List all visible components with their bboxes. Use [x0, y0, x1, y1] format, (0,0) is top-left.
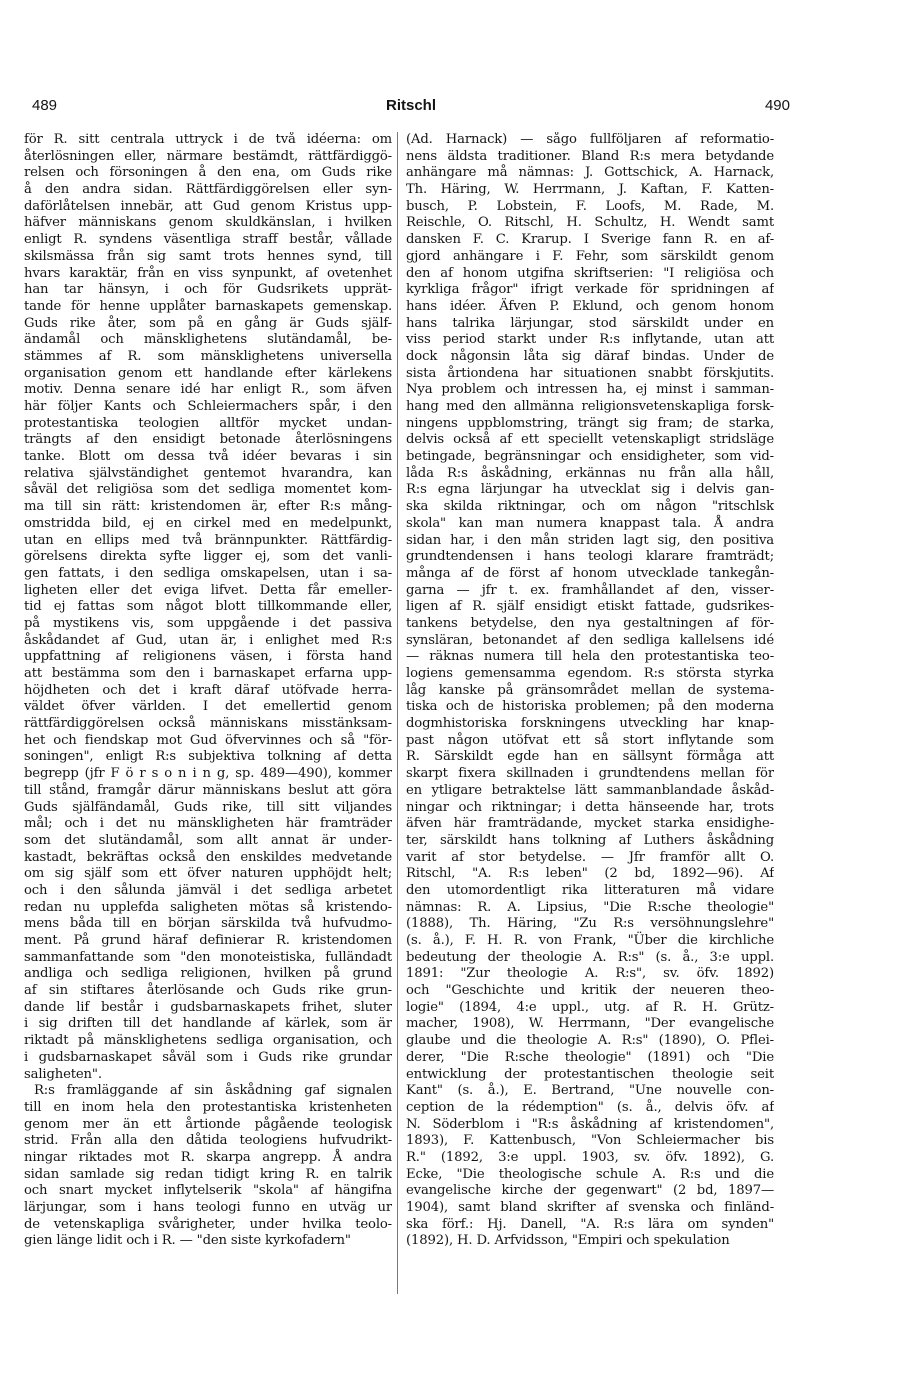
text-line: past någon utöfvat ett så stort inflytande som: [406, 732, 774, 748]
text-line: logiens gemensamma egendom. R:s största styrka: [406, 666, 774, 681]
text-line: (1888), Th. Häring, "Zu R:s versöhnungslehre": [406, 916, 774, 932]
text-line: kastadt, bekräftas också den enskildes medvetande: [24, 849, 392, 865]
text-line: grundtendensen i hans teologi klarare framträdt;: [406, 549, 774, 565]
text-line: daförlåtelsen innebär, att Gud genom Kristus upp-: [24, 198, 392, 214]
text-line: ningens uppblomstring, trängt sig fram; de starka,: [406, 415, 774, 431]
text-line: omstridda bild, ej en cirkel med en medelpunkt,: [24, 515, 392, 531]
text-line: återlösningen eller, närmare bestämdt, rättfärdiggö-: [24, 148, 392, 164]
text-line: N. Söderblom i "R:s åskådning af kristendomen",: [406, 1116, 774, 1132]
text-line: 1893), F. Kattenbusch, "Von Schleiermacher bis: [406, 1133, 774, 1149]
text-line: och "Geschichte und kritik der neueren theo-: [406, 983, 774, 999]
text-line: ligheten eller det eviga lifvet. Detta får emeller-: [24, 582, 392, 598]
text-line: kyrkliga frågor" ifrigt verkade för spridningen af: [406, 282, 774, 298]
text-line: om sig själf som ett öfver naturen upphöjdt helt;: [24, 866, 392, 882]
text-line: dande lif består i gudsbarnaskapets frihet, sluter: [24, 999, 392, 1015]
page-number-left: 489: [32, 97, 58, 114]
text-line: såväl det religiösa som det sedliga momentet kom-: [24, 482, 392, 498]
text-line: het och fiendskap mot Gud öfvervinnes och så "för-: [24, 732, 392, 748]
left-column: [24, 132, 392, 1297]
text-line: åskådandet af Gud, utan är, i enlighet med R:s: [24, 632, 392, 648]
text-line: anhängare må nämnas: J. Gottschick, A. Harnack,: [406, 165, 774, 181]
text-line: de vetenskapliga svårigheter, under hvilka teolo-: [24, 1216, 392, 1232]
text-line: sidan samlade sig redan tidigt kring R. en talrik: [24, 1166, 392, 1182]
text-line: görelsens direkta syfte ligger ej, som det vanli-: [24, 549, 392, 565]
text-line: den af honom utgifna skriftserien: "I religiösa och: [406, 265, 774, 281]
text-line: derer, "Die R:sche theologie" (1891) och "Die: [406, 1049, 774, 1065]
text-line: Reischle, O. Ritschl, H. Schultz, H. Wendt samt: [406, 215, 774, 231]
text-line: i sig driften till det handlande af kärlek, som är: [24, 1016, 392, 1032]
text-line: synsläran, betonandet af den sedliga kallelsens idé: [406, 632, 774, 648]
text-line: af sin stiftares återlösande och Guds rike grun-: [24, 983, 392, 999]
text-line: lärjungar, som i hans teologi funno en utväg ur: [24, 1200, 392, 1215]
text-line: redan nu upplefda saligheten mötas så kristendo-: [24, 899, 392, 915]
text-line: tande för henne upplåter barnaskapets gemenskap.: [24, 298, 392, 314]
text-line: sidan har, i den mån striden lagt sig, den positiva: [406, 532, 774, 548]
text-line: ligen af R. själf ensidigt etiskt fattade, gudsrikes-: [406, 599, 774, 615]
column-divider: [397, 132, 398, 1294]
text-line: väldet öfver världen. I det emellertid genom: [24, 699, 392, 715]
text-line: organisation genom ett handlande efter kärlekens: [24, 365, 392, 381]
text-line: rättfärdiggörelsen också människans misstänksam-: [24, 716, 392, 732]
text-line: motiv. Denna senare idé har enligt R., som äfven: [24, 382, 392, 398]
text-line: att bestämma som den i barnaskapet erfarna upp-: [24, 666, 392, 681]
text-line: uppfattning af religionens väsen, i första hand: [24, 649, 392, 665]
text-line: ment. På grund häraf definierar R. kristendomen: [24, 933, 392, 948]
text-line: till stånd, framgår därur människans beslut att göra: [24, 782, 392, 798]
text-line: glaube und die theologie A. R:s" (1890), O. Pflei-: [406, 1033, 774, 1049]
text-line: nämnas: R. A. Lipsius, "Die R:sche theologie": [406, 899, 774, 915]
text-line: macher, 1908), W. Herrmann, "Der evangelische: [406, 1016, 774, 1032]
text-line: sammanfattande som "den monoteistiska, fulländadt: [24, 949, 392, 965]
text-line: och snart mycket inflytelserik "skola" af hängifna: [24, 1183, 392, 1199]
text-line: betingade, begränsningar och ensidigheter, som vid-: [406, 449, 774, 465]
text-line: ningar och riktningar; i detta hänseende har, trots: [406, 799, 774, 815]
text-line: dogmhistoriska forskningens utveckling har knap-: [406, 716, 774, 732]
text-line: mens båda till en början särskilda två hufvudmo-: [24, 916, 392, 932]
text-line: relsen och försoningen å den ena, om Guds rike: [24, 165, 392, 181]
text-line: hvars karaktär, från en viss synpunkt, af ovetenhet: [24, 265, 392, 281]
text-line: Kant" (s. å.), E. Bertrand, "Une nouvelle con-: [406, 1083, 774, 1099]
text-line: hans talrika lärjungar, stod särskildt under en: [406, 315, 774, 331]
text-line: genom mer än ett årtionde pågående teologisk: [24, 1116, 392, 1132]
text-line: enligt R. syndens väsentliga straff består, vållade: [24, 232, 392, 248]
text-line: ändamål och mänsklighetens slutändamål, be-: [24, 332, 392, 348]
text-line: en ytligare betraktelse lätt sammanblandade åskåd-: [406, 782, 774, 798]
text-line: gen fattats, i den sedliga omskapelsen, utan i sa-: [24, 565, 392, 581]
text-line: här följer Kants och Schleiermachers spår, i den: [24, 399, 392, 414]
text-line: 1904), samt bland skrifter af svenska och finländ-: [406, 1200, 774, 1215]
text-line: Ecke, "Die theologische schule A. R:s und die: [406, 1166, 774, 1182]
text-line: Guds själfändamål, Guds rike, till sitt viljandes: [24, 799, 392, 815]
text-line: utan en ellips med två brännpunkter. Rättfärdig-: [24, 532, 392, 548]
text-line: tid ej fattas som något blott tillkommande eller,: [24, 599, 392, 615]
text-line: nens äldsta traditioner. Bland R:s mera betydande: [406, 148, 774, 164]
text-line: begrepp (jfr F ö r s o n i n g, sp. 489—490), kommer: [24, 766, 392, 782]
text-line: Th. Häring, W. Herrmann, J. Kaftan, F. Katten-: [406, 182, 774, 198]
text-line: dock någonsin låta sig däraf bindas. Under de: [406, 348, 774, 364]
text-line: Ritschl, "A. R:s leben" (2 bd, 1892—96). Af: [406, 866, 774, 882]
text-line: gjord anhängare i F. Fehr, som särskildt genom: [406, 248, 774, 264]
text-line: gien länge lidit och i R. — "den siste kyrkofadern": [24, 1233, 351, 1249]
text-line: häfver människans genom skuldkänslan, i hvilken: [24, 215, 392, 231]
text-line: Guds rike åter, som på en gång är Guds själf-: [24, 315, 392, 331]
text-line: skola" kan man numera knappast tala. Å andra: [406, 515, 774, 531]
text-line: till en inom hela den protestantiska kristenheten: [24, 1099, 392, 1115]
text-line: för R. sitt centrala uttryck i de två idéerna: om: [24, 132, 392, 147]
text-line: (1892), H. D. Arfvidsson, "Empiri och spekulation: [406, 1233, 730, 1249]
text-line: låda R:s åskådning, erkännas nu från alla håll,: [406, 465, 774, 481]
text-line: protestantiska teologien alltför mycket undan-: [24, 415, 392, 431]
text-line: mål; och i det nu mänskligheten här framträder: [24, 816, 392, 832]
text-line: låg kanske på gränsområdet mellan de systema-: [406, 682, 774, 698]
text-line: på mystikens vis, som uppgående i det passiva: [24, 615, 392, 631]
text-line: garna — jfr t. ex. framhållandet af den, visser-: [406, 582, 774, 598]
text-line: Nya problem och intressen ha, ej minst i samman-: [406, 382, 774, 398]
text-line: skarpt fixera skillnaden i grundtendens mellan för: [406, 766, 774, 782]
text-line: hans idéer. Äfven P. Eklund, och genom honom: [406, 298, 774, 314]
text-line: R." (1892, 3:e uppl. 1903, sv. öfv. 1892), G.: [406, 1149, 774, 1165]
text-line: evangelische kirche der gegenwart" (2 bd, 1897—: [406, 1183, 774, 1199]
text-line: många af de först af honom utvecklade tankegån-: [406, 565, 774, 581]
page-header: [32, 96, 790, 120]
text-line: å den andra sidan. Rättfärdiggörelsen eller syn-: [24, 182, 392, 198]
text-line: ska skilda riktningar, och om någon "ritschlsk: [406, 499, 774, 515]
text-line: tiska och de historiska problemen; på den moderna: [406, 699, 774, 715]
text-line: R. Särskildt egde han en sällsynt förmåga att: [406, 749, 774, 765]
text-line: varit af stor betydelse. — Jfr framför allt O.: [406, 849, 774, 865]
text-line: trängts af den ensidigt betonade återlösningens: [24, 432, 392, 448]
text-line: 1891: "Zur theologie A. R:s", sv. öfv. 1892): [406, 966, 774, 982]
text-line: delvis också af ett speciellt vetenskapligt stridsläge: [406, 432, 774, 448]
text-line: busch, P. Lobstein, F. Loofs, M. Rade, M.: [406, 198, 774, 214]
page-number-right: 490: [764, 97, 790, 114]
text-line: — räknas numera till hela den protestantiska teo-: [406, 649, 774, 665]
text-line: stämmes af R. som mänsklighetens universella: [24, 348, 392, 364]
text-line: R:s egna lärjungar ha utvecklat sig i delvis gan-: [406, 482, 774, 498]
text-line: entwicklung der protestantischen theologie seit: [406, 1066, 774, 1082]
text-line: sista årtiondena har situationen snabbt förskjutits.: [406, 365, 774, 381]
text-line: viss period starkt under R:s inflytande, utan att: [406, 332, 774, 348]
running-title: Ritschl: [385, 97, 436, 114]
text-line: andliga och sedliga religionen, hvilken på grund: [24, 966, 392, 982]
text-line: saligheten".: [24, 1066, 102, 1082]
text-line: relativa självständighet gentemot hvarandra, kan: [24, 465, 392, 481]
text-line: bedeutung der theologie A. R:s" (s. å., 3:e uppl.: [406, 949, 774, 965]
text-line: som det slutändamål, som allt annat är under-: [24, 832, 392, 848]
text-line: logie" (1894, 4:e uppl., utg. af R. H. Grütz-: [406, 999, 774, 1015]
text-line: den utomordentligt rika litteraturen må vidare: [406, 882, 774, 898]
text-line: i gudsbarnaskapet såväl som i Guds rike grundar: [24, 1049, 392, 1065]
text-line: ska förf.: Hj. Danell, "A. R:s lära om synden": [406, 1216, 774, 1232]
text-line: R:s framläggande af sin åskådning gaf signalen: [34, 1083, 392, 1099]
text-line: han tar hänsyn, i och för Gudsrikets upprät-: [24, 282, 392, 298]
text-line: ma till sin rätt: kristendomen är, efter R:s mång-: [24, 499, 392, 515]
text-line: ception de la rédemption" (s. å., delvis öfv. af: [406, 1099, 774, 1115]
text-line: tanke. Blott om dessa två idéer bevaras i sin: [24, 449, 392, 465]
text-line: tankens betydelse, den nya gestaltningen af för-: [406, 615, 774, 631]
text-line: riktadt på mänsklighetens sedliga organisation, och: [24, 1033, 392, 1049]
text-line: ningar riktades mot R. skarpa angrepp. Å andra: [24, 1149, 392, 1165]
text-line: och i den sålunda jämväl i det sedliga arbetet: [24, 882, 392, 898]
text-line: dansken F. C. Krarup. I Sverige fann R. en af-: [406, 232, 774, 248]
text-line: hang med den allmänna religionsvetenskapliga forsk-: [406, 399, 774, 414]
text-line: (s. å.), F. H. R. von Frank, "Über die kirchliche: [406, 933, 774, 948]
text-line: skilsmässa från sig samt trots hennes synd, till: [24, 248, 392, 264]
text-line: (Ad. Harnack) — sågo fullföljaren af reformatio-: [406, 132, 774, 147]
text-line: soningen", enligt R:s subjektiva tolkning af detta: [24, 749, 392, 765]
text-line: ter, särskildt hans tolkning af Luthers åskådning: [406, 832, 774, 848]
text-line: äfven här framträdande, mycket starka ensidighe-: [406, 816, 774, 832]
right-column: [406, 132, 774, 1297]
text-line: strid. Från alla den dåtida teologiens hufvudrikt-: [24, 1133, 392, 1149]
text-line: höjdheten och det i kraft däraf utöfvade herra-: [24, 682, 392, 698]
